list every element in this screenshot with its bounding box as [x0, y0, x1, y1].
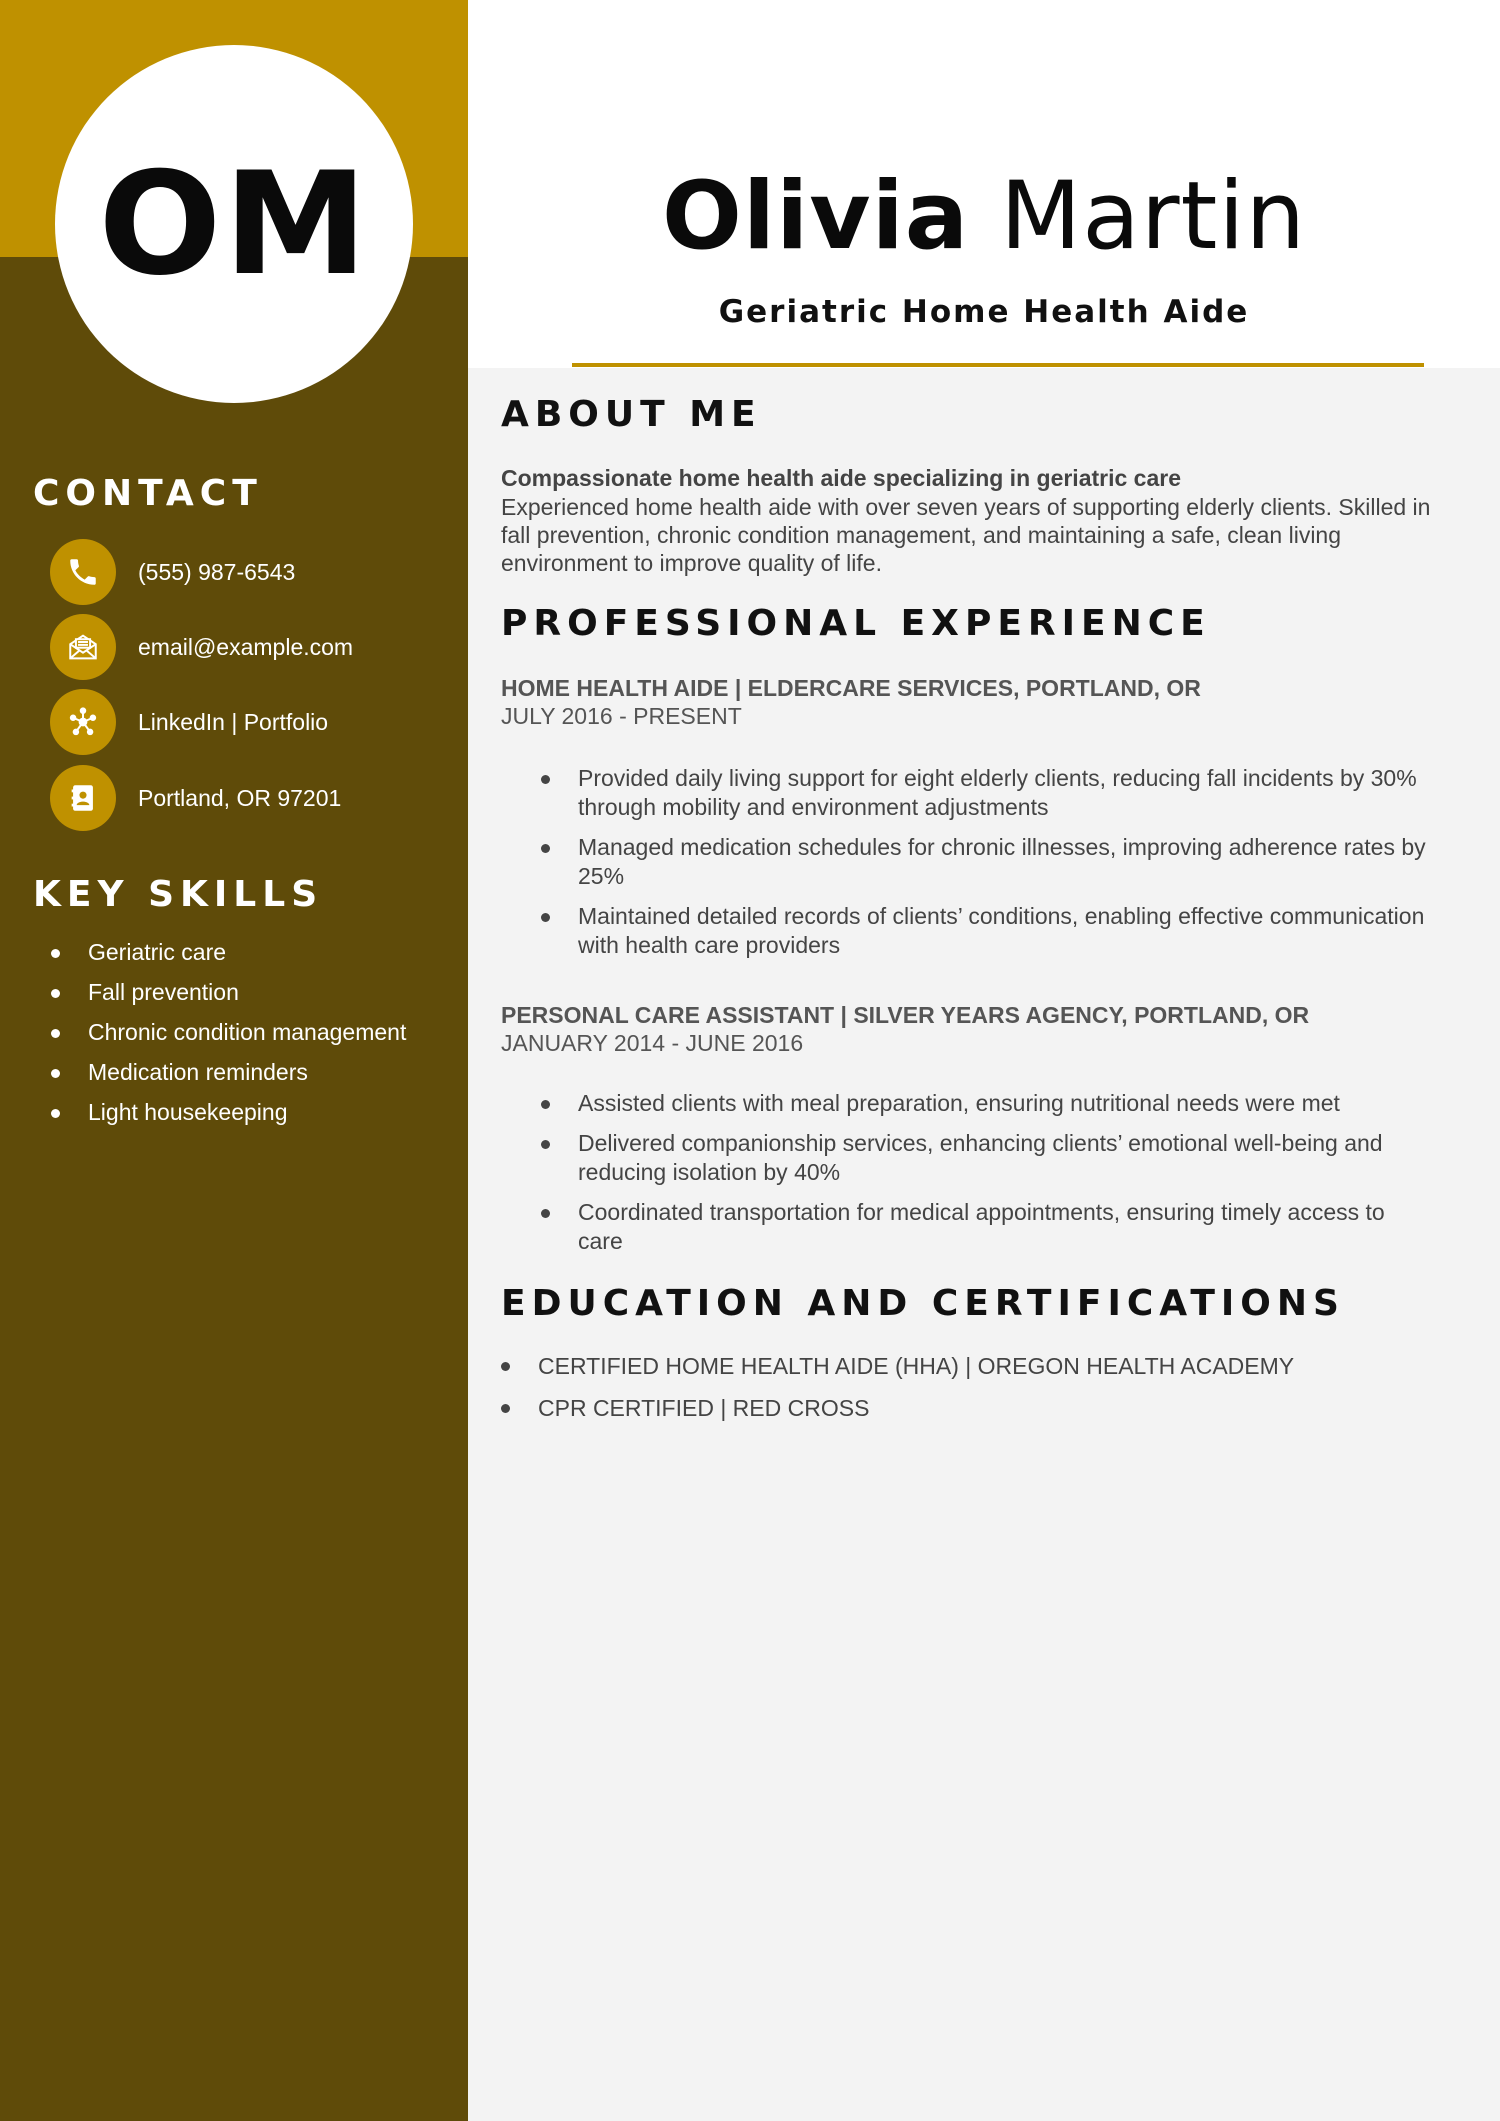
email-icon: [50, 614, 116, 680]
job-dates: JULY 2016 - PRESENT: [501, 703, 742, 729]
contact-location-text: Portland, OR 97201: [138, 784, 342, 811]
contact-phone: [50, 539, 295, 605]
education-item: CERTIFIED HOME HEALTH AIDE (HHA) | OREGON HEALTH ACADEMY: [501, 1350, 1294, 1392]
job-bullet: Coordinated transportation for medical appointments, ensuring timely access to care: [501, 1198, 1431, 1256]
job-bullet: Maintained detailed records of clients’ conditions, enabling effective communication with health care providers: [501, 902, 1431, 960]
education-heading: EDUCATION AND CERTIFICATIONS: [501, 1283, 1345, 1324]
skill-item: Medication reminders: [0, 1052, 406, 1092]
phone-icon: [50, 539, 116, 605]
skill-item: Chronic condition management: [0, 1012, 406, 1052]
about-body: Experienced home health aide with over seven years of supporting elderly clients. Skilled in fall prevention, chronic condition management, and maintaining a safe, clean living environment to improve quality of life.: [501, 494, 1431, 576]
monogram-text: OM: [98, 141, 370, 307]
address-book-icon: [50, 765, 116, 831]
key-skills-heading: KEY SKILLS: [33, 874, 324, 915]
key-skills-list: [0, 932, 406, 1132]
contact-links-text[interactable]: LinkedIn | Portfolio: [138, 708, 329, 735]
job-bullets: [501, 1089, 1431, 1267]
skill-item: Light housekeeping: [0, 1092, 406, 1132]
job-bullet: Delivered companionship services, enhancing clients’ emotional well-being and reducing isolation by 40%: [501, 1129, 1431, 1187]
first-name: Olivia: [661, 162, 970, 271]
job-dates: JANUARY 2014 - JUNE 2016: [501, 1030, 804, 1056]
network-icon: [50, 689, 116, 755]
contact-links: [50, 689, 328, 755]
monogram-badge: [55, 45, 413, 403]
contact-email: [50, 614, 353, 680]
skill-item: Fall prevention: [0, 972, 406, 1012]
job-role: Geriatric Home Health Aide: [718, 294, 1250, 330]
job-title: HOME HEALTH AIDE | ELDERCARE SERVICES, PORTLAND, OR: [501, 675, 1201, 701]
contact-location: [50, 765, 341, 831]
about-heading: ABOUT ME: [501, 394, 762, 435]
job-bullets: [501, 764, 1431, 971]
job-bullet: Managed medication schedules for chronic illnesses, improving adherence rates by 25%: [501, 833, 1431, 891]
last-name: Martin: [1000, 162, 1307, 271]
contact-phone-text[interactable]: (555) 987-6543: [138, 558, 296, 585]
education-item: CPR CERTIFIED | RED CROSS: [501, 1392, 1294, 1434]
education-list: [501, 1350, 1294, 1434]
full-name: [468, 162, 1500, 271]
contact-heading: CONTACT: [33, 473, 263, 514]
header-divider: [572, 363, 1424, 367]
about-lead: Compassionate home health aide specializing in geriatric care: [501, 465, 1181, 491]
contact-email-text[interactable]: email@example.com: [138, 633, 354, 660]
job-bullet: Provided daily living support for eight elderly clients, reducing fall incidents by 30% through mobility and environment adjustments: [501, 764, 1431, 822]
skill-item: Geriatric care: [0, 932, 406, 972]
experience-heading: PROFESSIONAL EXPERIENCE: [501, 603, 1211, 644]
job-bullet: Assisted clients with meal preparation, ensuring nutritional needs were met: [501, 1089, 1431, 1118]
sidebar: [0, 0, 468, 2121]
job-title: PERSONAL CARE ASSISTANT | SILVER YEARS AGENCY, PORTLAND, OR: [501, 1002, 1310, 1028]
